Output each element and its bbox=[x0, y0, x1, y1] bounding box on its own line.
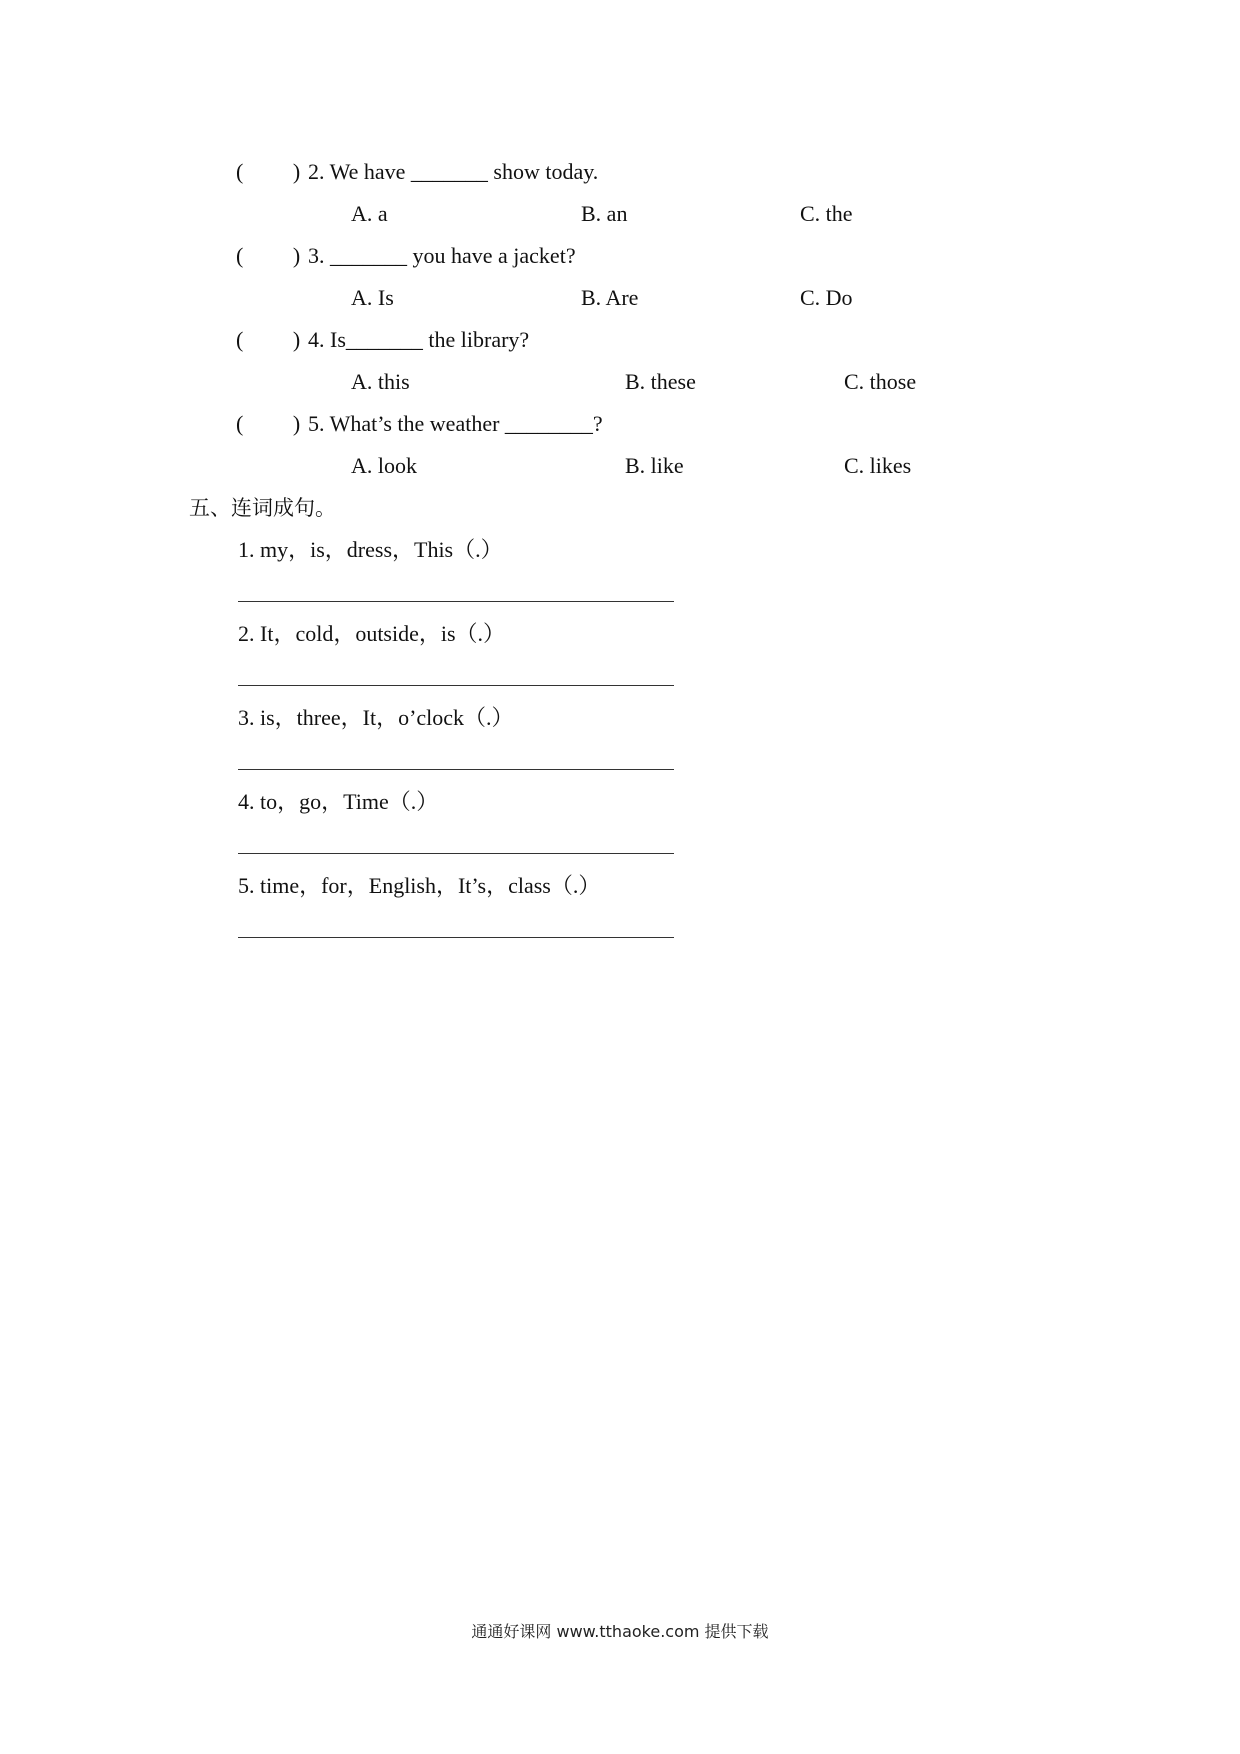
reorder-item-3: 3. is，three，It，o’clock（.） bbox=[238, 705, 514, 730]
answer-line-3[interactable] bbox=[238, 769, 674, 770]
question-3 bbox=[236, 241, 576, 271]
reorder-item-5: 5. time，for，English，It’s，class（.） bbox=[238, 873, 601, 898]
reorder-item-4: 4. to，go，Time（.） bbox=[238, 789, 439, 814]
question-2 bbox=[236, 157, 598, 187]
answer-blank[interactable]: ( ) bbox=[236, 327, 301, 352]
option-a: A. Is bbox=[351, 285, 394, 310]
answer-line-2[interactable] bbox=[238, 685, 674, 686]
question-stem: 3. _______ you have a jacket? bbox=[308, 243, 576, 268]
option-a: A. look bbox=[351, 453, 417, 478]
answer-blank[interactable]: ( ) bbox=[236, 243, 301, 268]
option-c: C. likes bbox=[844, 453, 912, 478]
page-footer: 通通好课网 www.tthaoke.com 提供下载 bbox=[471, 1622, 769, 1641]
answer-blank[interactable]: ( ) bbox=[236, 411, 301, 436]
answer-line-1[interactable] bbox=[238, 601, 674, 602]
option-b: B. an bbox=[581, 201, 628, 226]
option-b: B. Are bbox=[581, 285, 639, 310]
option-a: A. this bbox=[351, 369, 410, 394]
reorder-item-1: 1. my，is，dress，This（.） bbox=[238, 537, 503, 562]
question-stem: 4. Is_______ the library? bbox=[308, 327, 530, 352]
option-a: A. a bbox=[351, 201, 388, 226]
question-4 bbox=[236, 325, 529, 355]
question-stem: 2. We have _______ show today. bbox=[308, 159, 599, 184]
option-c: C. the bbox=[800, 201, 853, 226]
reorder-item-2: 2. It，cold，outside，is（.） bbox=[238, 621, 506, 646]
option-b: B. like bbox=[625, 453, 684, 478]
option-b: B. these bbox=[625, 369, 696, 394]
answer-line-4[interactable] bbox=[238, 853, 674, 854]
answer-blank[interactable]: ( ) bbox=[236, 159, 301, 184]
section-title: 五、连词成句。 bbox=[189, 496, 336, 520]
option-c: C. those bbox=[844, 369, 917, 394]
question-stem: 5. What’s the weather ________? bbox=[308, 411, 603, 436]
question-5 bbox=[236, 409, 603, 439]
option-c: C. Do bbox=[800, 285, 853, 310]
answer-line-5[interactable] bbox=[238, 937, 674, 938]
